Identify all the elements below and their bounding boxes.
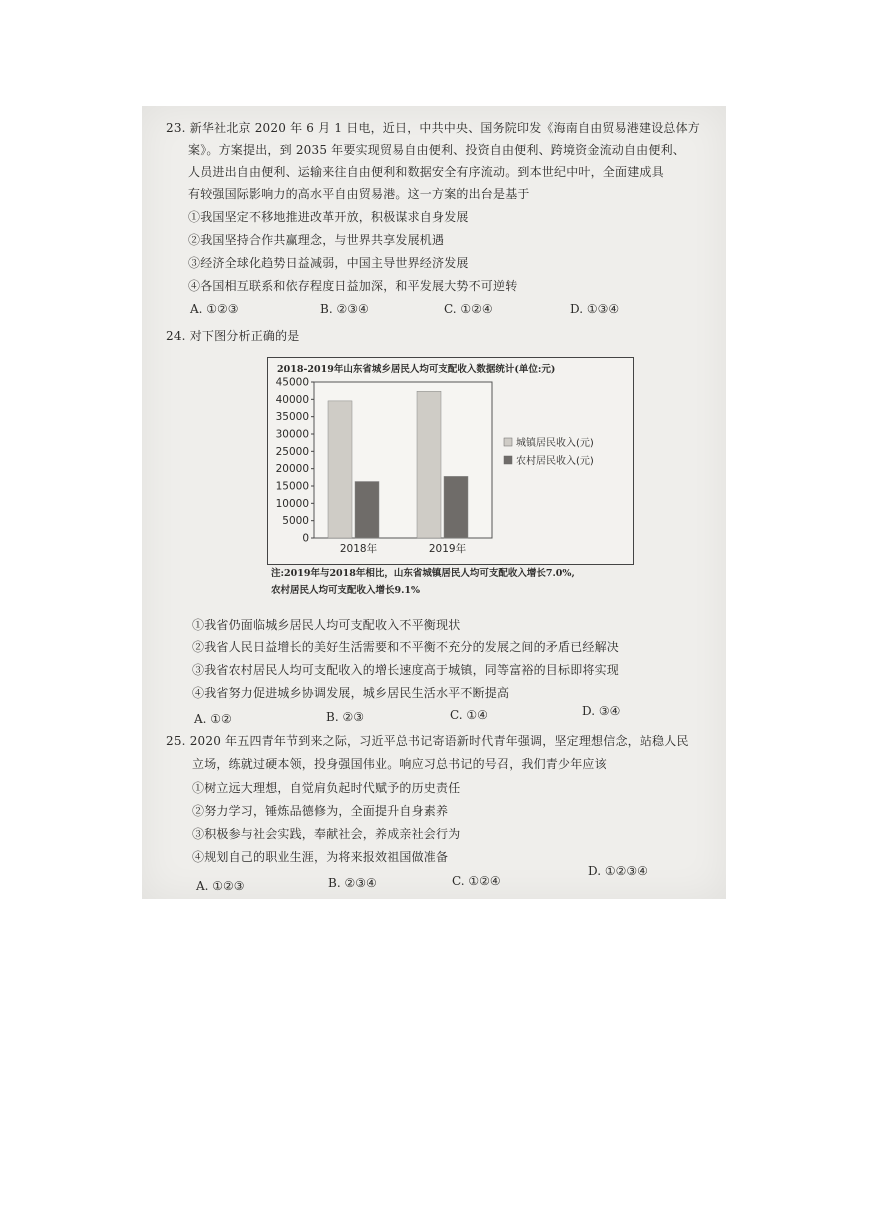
bar-urban-1	[328, 401, 352, 538]
q25-stem-line-1: 25. 2020 年五四青年节到来之际，习近平总书记寄语新时代青年强调，坚定理想信念，站稳人民	[166, 734, 689, 748]
q25-option-c[interactable]: C. ①②④	[452, 874, 501, 888]
chart-note-line-1: 注:2019年与2018年相比，山东省城镇居民人均可支配收入增长7.0%,	[271, 568, 575, 579]
q24-option-b[interactable]: B. ②③	[326, 710, 364, 724]
q23-option-a[interactable]: A. ①②③	[190, 302, 239, 316]
y-tick-label: 35000	[275, 411, 309, 424]
q23-stem-line-3: 人员进出自由便利、运输来往自由便利和数据安全有序流动。到本世纪中叶，全面建成具	[188, 165, 664, 179]
q24-option-c[interactable]: C. ①④	[450, 708, 488, 722]
y-tick-label: 15000	[275, 480, 309, 493]
q24-option-a[interactable]: A. ①②	[194, 712, 232, 726]
q23-option-d[interactable]: D. ①③④	[570, 302, 620, 316]
q23-item-4: ④各国相互联系和依存程度日益加深，和平发展大势不可逆转	[188, 279, 518, 293]
q25-item-1: ①树立远大理想，自觉肩负起时代赋予的历史责任	[192, 781, 461, 795]
q24-item-1: ①我省仍面临城乡居民人均可支配收入不平衡现状	[192, 618, 461, 632]
q24-stem: 24. 对下图分析正确的是	[166, 329, 300, 343]
legend-swatch	[504, 438, 512, 446]
q25-item-2: ②努力学习，锤炼品德修为，全面提升自身素养	[192, 804, 449, 818]
q23-option-c[interactable]: C. ①②④	[444, 302, 493, 316]
q24-item-2: ②我省人民日益增长的美好生活需要和不平衡不充分的发展之间的矛盾已经解决	[192, 640, 620, 654]
y-tick-label: 40000	[275, 393, 309, 406]
q25-item-4: ④规划自己的职业生涯，为将来报效祖国做准备	[192, 850, 449, 864]
chart-title: 2018-2019年山东省城乡居民人均可支配收入数据统计(单位:元)	[277, 364, 556, 375]
legend-label: 城镇居民收入(元)	[516, 438, 594, 449]
q25-option-d[interactable]: D. ①②③④	[588, 864, 648, 878]
q25-option-b[interactable]: B. ②③④	[328, 876, 377, 890]
bar-rural-2	[444, 476, 468, 538]
y-tick-label: 20000	[275, 463, 309, 476]
legend-swatch	[504, 456, 512, 464]
q23-item-2: ②我国坚持合作共赢理念，与世界共享发展机遇	[188, 233, 445, 247]
y-tick-label: 10000	[275, 497, 309, 510]
q23-item-3: ③经济全球化趋势日益减弱，中国主导世界经济发展	[188, 256, 469, 270]
bar-rural-1	[355, 482, 379, 538]
y-tick-label: 5000	[282, 515, 309, 528]
q23-stem-line-1: 23. 新华社北京 2020 年 6 月 1 日电，近日，中共中央、国务院印发《海南自由贸易港建设总体方	[166, 121, 700, 135]
chart-note-line-2: 农村居民人均可支配收入增长9.1%	[271, 585, 421, 596]
bar-chart	[268, 374, 630, 554]
x-tick-label: 2018年	[339, 543, 378, 554]
exam-page	[142, 106, 726, 899]
y-tick-label: 45000	[275, 376, 309, 389]
y-tick-label: 30000	[275, 428, 309, 441]
q23-item-1: ①我国坚定不移地推进改革开放，积极谋求自身发展	[188, 210, 469, 224]
q25-option-a[interactable]: A. ①②③	[196, 879, 245, 893]
q25-item-3: ③积极参与社会实践，奉献社会，养成亲社会行为	[192, 827, 461, 841]
q24-option-d[interactable]: D. ③④	[582, 704, 621, 718]
y-tick-label: 0	[302, 532, 309, 545]
x-tick-label: 2019年	[428, 543, 467, 554]
q23-stem-line-4: 有较强国际影响力的高水平自由贸易港。这一方案的出台是基于	[188, 187, 530, 201]
q25-stem-line-2: 立场，练就过硬本领，投身强国伟业。响应习总书记的号召，我们青少年应该	[192, 757, 607, 771]
q24-item-3: ③我省农村居民人均可支配收入的增长速度高于城镇，同等富裕的目标即将实现	[192, 663, 620, 677]
q23-option-b[interactable]: B. ②③④	[320, 302, 369, 316]
q24-item-4: ④我省努力促进城乡协调发展，城乡居民生活水平不断提高	[192, 686, 510, 700]
q23-stem-line-2: 案》。方案提出，到 2035 年要实现贸易自由便利、投资自由便利、跨境资金流动自由便利、	[188, 143, 685, 157]
bar-urban-2	[417, 391, 441, 538]
y-tick-label: 25000	[275, 445, 309, 458]
legend-label: 农村居民收入(元)	[516, 456, 594, 467]
